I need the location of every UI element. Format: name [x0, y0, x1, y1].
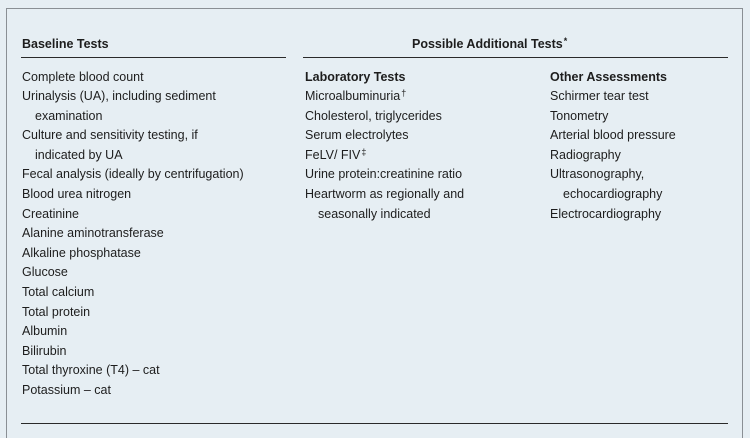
list-item [305, 146, 464, 166]
list-item: Creatinine [22, 206, 79, 221]
laboratory-tests-title: Laboratory Tests [305, 69, 406, 84]
list-item: Arterial blood pressure [550, 128, 676, 143]
table-bottom-rule [21, 423, 728, 424]
list-item: Urinalysis (UA), including sediment [22, 89, 216, 104]
list-item: seasonally indicated [318, 206, 431, 221]
list-item: Tonometry [550, 108, 609, 123]
list-item: Blood urea nitrogen [22, 187, 132, 202]
list-item: Cholesterol, triglycerides [305, 108, 442, 123]
list-item: Ultrasonography, [550, 167, 645, 182]
list-item [305, 87, 464, 107]
other-assessments-title: Other Assessments [550, 69, 667, 84]
list-item-text: FeLV/ FIV [305, 147, 361, 162]
list-item: Total thyroxine (T4) – cat [22, 363, 160, 378]
list-item: Alanine aminotransferase [22, 226, 164, 241]
baseline-tests-list [22, 68, 244, 401]
list-item: Culture and sensitivity testing, if [22, 128, 198, 143]
list-item: Bilirubin [22, 343, 67, 358]
list-item: Potassium – cat [22, 383, 111, 397]
list-item: Heartworm as regionally and [305, 187, 465, 202]
baseline-header-rule [21, 57, 286, 58]
additional-header-label: Possible Additional Tests [412, 37, 563, 51]
baseline-header: Baseline Tests [22, 37, 109, 51]
other-assessments-list [550, 68, 676, 225]
list-item: Urine protein:creatinine ratio [305, 167, 463, 182]
additional-header-rule [303, 57, 728, 58]
additional-header [412, 37, 567, 51]
list-item: indicated by UA [35, 147, 123, 162]
list-item: Fecal analysis (ideally by centrifugation) [22, 167, 244, 182]
laboratory-tests-list [305, 68, 464, 225]
list-item: Schirmer tear test [550, 89, 649, 104]
list-item: Complete blood count [22, 69, 144, 84]
list-item: Electrocardiography [550, 206, 662, 221]
list-item: echocardiography [563, 187, 663, 202]
dagger-footnote-mark: † [401, 88, 407, 99]
list-item: Alkaline phosphatase [22, 245, 141, 260]
list-item: Radiography [550, 147, 621, 162]
list-item: Total calcium [22, 285, 95, 300]
list-item: Albumin [22, 324, 68, 339]
list-item: Glucose [22, 265, 68, 280]
double-dagger-footnote-mark: ‡ [361, 146, 367, 157]
list-item: Serum electrolytes [305, 128, 409, 143]
list-item: examination [35, 108, 103, 123]
asterisk-footnote-mark: * [563, 36, 568, 46]
list-item-text: Microalbuminuria [305, 89, 401, 104]
list-item: Total protein [22, 304, 91, 319]
